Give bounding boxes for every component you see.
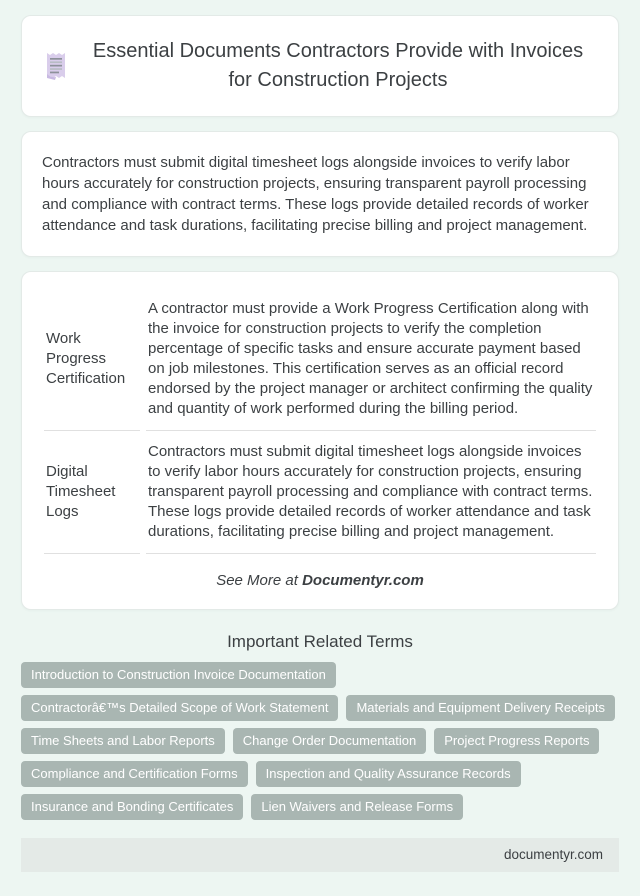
related-term-tag[interactable]: Project Progress Reports [434, 728, 599, 754]
table-row [44, 288, 596, 431]
footer-site-label: documentyr.com [503, 847, 603, 862]
related-term-tag[interactable]: Introduction to Construction Invoice Documentation [21, 662, 336, 688]
related-terms-heading: Important Related Terms [227, 632, 413, 651]
document-description: A contractor must provide a Work Progress Certification along with the invoice for construction projects to verify the completion percentage of specific tasks and ensure accurate payment based on job milestones. This certification serves as an official record endorsed by the project manager or architect confirming the quality and quantity of work performed during the billing period. [146, 288, 596, 431]
summary-text: Contractors must submit digital timesheet logs alongside invoices to verify labor hours accurately for construction projects, ensuring transparent payroll processing and compliance with contract terms. These logs provide detailed records of worker attendance and task durations, facilitating precise billing and project management. [42, 154, 589, 234]
related-terms-list [21, 662, 619, 820]
related-term-tag[interactable]: Change Order Documentation [233, 728, 426, 754]
receipt-icon [44, 52, 68, 80]
summary-card [21, 131, 619, 257]
page-title: Essential Documents Contractors Provide with Invoices for Construction Projects [92, 40, 584, 91]
documents-table-card [21, 271, 619, 610]
document-term: Digital Timesheet Logs [44, 431, 140, 554]
related-term-tag[interactable]: Compliance and Certification Forms [21, 761, 248, 787]
brand-name: Documentyr.com [302, 572, 424, 589]
related-term-tag[interactable]: Lien Waivers and Release Forms [251, 794, 463, 820]
document-term: Work Progress Certification [44, 288, 140, 431]
related-term-tag[interactable]: Materials and Equipment Delivery Receipts [346, 695, 615, 721]
related-term-tag[interactable]: Inspection and Quality Assurance Records [256, 761, 521, 787]
document-description: Contractors must submit digital timesheet logs alongside invoices to verify labor hours accurately for construction projects, ensuring transparent payroll processing and compliance with contract terms. These logs provide detailed records of worker attendance and task durations, facilitating precise billing and project management. [146, 431, 596, 554]
related-term-tag[interactable]: Time Sheets and Labor Reports [21, 728, 225, 754]
documents-table [38, 288, 602, 554]
related-term-tag[interactable]: Contractorâ€™s Detailed Scope of Work Statement [21, 695, 338, 721]
table-row [44, 431, 596, 554]
see-more-line [38, 572, 602, 589]
header-card [21, 15, 619, 117]
footer-bar [21, 838, 619, 872]
see-more-prefix: See More at [216, 572, 303, 589]
related-term-tag[interactable]: Insurance and Bonding Certificates [21, 794, 243, 820]
